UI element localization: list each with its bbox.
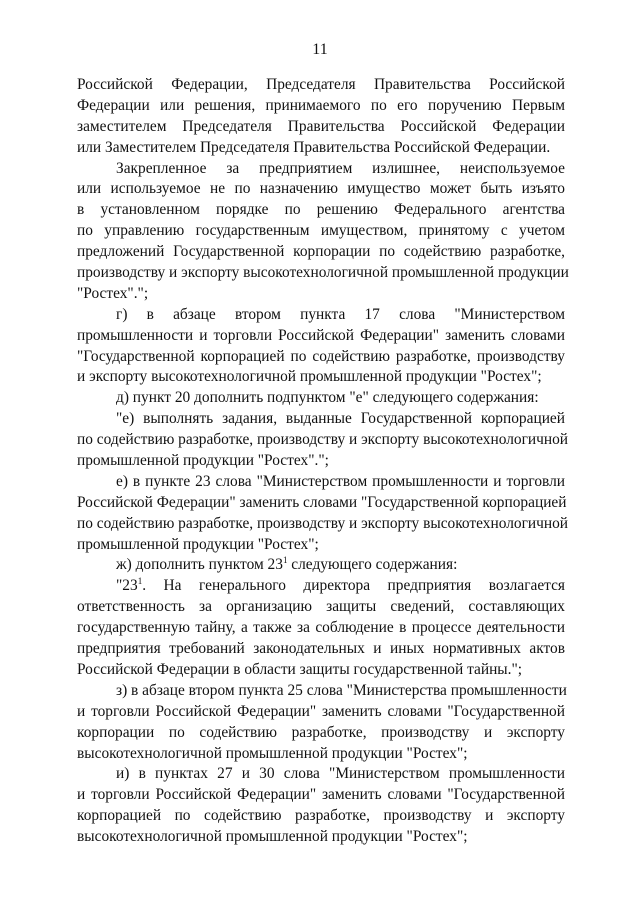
text-line: Российской Федерации" заменить словами "Государственной корпорацией bbox=[77, 493, 567, 511]
text-line: корпорации по содействию разработке, производству и экспорту bbox=[77, 723, 565, 741]
text-line: з) в абзаце втором пункта 25 слова "Министерства промышленности bbox=[116, 681, 567, 699]
text-line: промышленности и торговли Российской Федерации" заменить словами bbox=[77, 326, 565, 344]
text-line: "е) выполнять задания, выданные Государственной корпорацией bbox=[116, 410, 565, 428]
text-line: по содействию разработке, производству и экспорту высокотехнологичной bbox=[77, 514, 569, 532]
text-line: е) в пункте 23 слова "Министерством промышленности и торговли bbox=[116, 472, 565, 490]
text-line: предложений Государственной корпорации по содействию разработке, bbox=[77, 243, 565, 261]
paragraph bbox=[77, 388, 565, 409]
text-line: высокотехнологичной промышленной продукции "Ростех"; bbox=[77, 828, 468, 846]
text-line: государственную тайну, а также за соблюдение в процессе деятельности bbox=[77, 619, 565, 637]
paragraph bbox=[77, 576, 565, 680]
text-line: и торговли Российской Федерации" заменить словами "Государственной bbox=[77, 786, 565, 804]
text-line: Закрепленное за предприятием излишнее, неиспользуемое bbox=[116, 159, 565, 177]
text-line: Российской Федерации, Председателя Правительства Российской bbox=[77, 76, 565, 93]
paragraph bbox=[77, 75, 565, 159]
paragraph bbox=[77, 555, 565, 576]
text-line: и торговли Российской Федерации" заменить словами "Государственной bbox=[77, 702, 565, 720]
paragraph bbox=[77, 409, 569, 472]
text-line: д) пункт 20 дополнить подпунктом "е" следующего содержания: bbox=[116, 389, 539, 407]
text-line: и) в пунктах 27 и 30 слова "Министерством промышленности bbox=[116, 765, 565, 783]
text-line: или используемое не по назначению имущество может быть изъято bbox=[77, 180, 565, 198]
paragraph bbox=[77, 681, 565, 765]
text-line: или Заместителем Председателя Правительства Российской Федерации. bbox=[77, 138, 551, 156]
paragraph bbox=[77, 159, 569, 305]
document-body bbox=[77, 75, 569, 848]
text-line: г) в абзаце втором пункта 17 слова "Министерством bbox=[116, 305, 565, 323]
text-line: "Ростех"."; bbox=[77, 284, 149, 302]
page-number: 11 bbox=[312, 41, 328, 58]
text-line: корпорацией по содействию разработке, производству и экспорту bbox=[77, 807, 565, 825]
paragraph bbox=[77, 764, 565, 848]
text-line: ж) дополнить пунктом $23^1$ следующего содержания: bbox=[116, 555, 458, 574]
text-line: предприятия требований законодательных и иных нормативных актов bbox=[77, 640, 565, 658]
text-line: "Государственной корпорацией по содействию разработке, производству bbox=[77, 347, 565, 365]
text-line: промышленной продукции "Ростех"; bbox=[77, 535, 319, 553]
text-line: "$23^1$. На генерального директора предприятия возлагается bbox=[116, 576, 565, 595]
paragraph bbox=[77, 305, 565, 389]
text-line: Российской Федерации в области защиты государственной тайны."; bbox=[77, 660, 523, 678]
text-line: по содействию разработке, производству и экспорту высокотехнологичной bbox=[77, 431, 569, 449]
text-line: ответственность за организацию защиты сведений, составляющих bbox=[77, 598, 565, 616]
paragraph bbox=[77, 472, 569, 556]
text-line: заместителем Председателя Правительства Российской Федерации bbox=[77, 117, 565, 135]
text-line: и экспорту высокотехнологичной промышленной продукции "Ростех"; bbox=[77, 368, 542, 386]
text-line: в установленном порядке по решению Федерального агентства bbox=[77, 201, 565, 219]
text-line: высокотехнологичной промышленной продукции "Ростех"; bbox=[77, 744, 468, 762]
text-line: по управлению государственным имуществом, принятому с учетом bbox=[77, 222, 565, 240]
text-line: производству и экспорту высокотехнологичной промышленной продукции bbox=[77, 264, 569, 282]
text-line: Федерации или решения, принимаемого по его поручению Первым bbox=[77, 96, 565, 114]
text-line: промышленной продукции "Ростех"."; bbox=[77, 452, 329, 470]
